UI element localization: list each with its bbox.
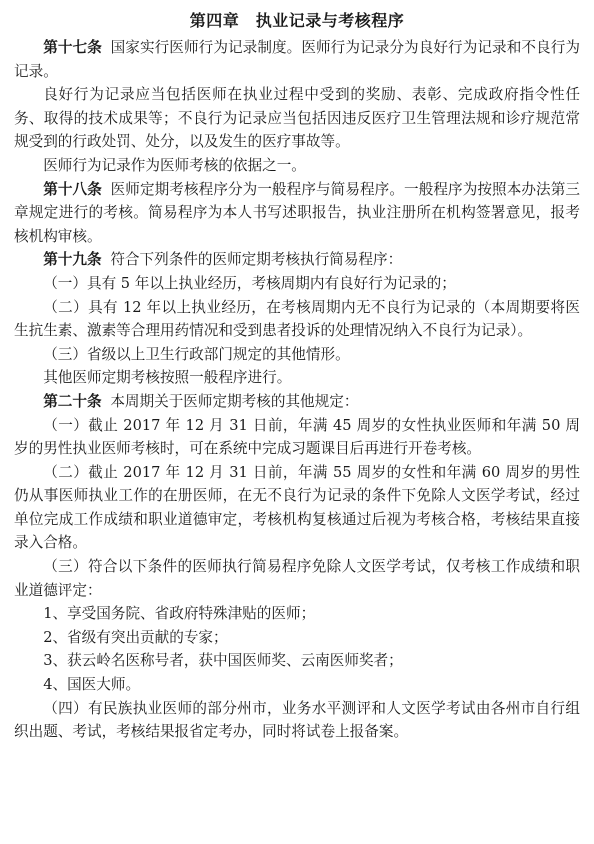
paragraph	[14, 178, 580, 249]
list-item	[14, 602, 580, 626]
article-number: 第十九条	[43, 251, 102, 269]
paragraph	[14, 390, 580, 414]
paragraph	[14, 296, 580, 343]
paragraph-text: 国家实行医师行为记录制度。医师行为记录分为良好行为记录和不良行为记录。	[14, 39, 580, 80]
paragraph	[14, 461, 580, 555]
paragraph-text: （三）符合以下条件的医师执行简易程序免除人文医学考试，仅考核工作成绩和职业道德评定：	[14, 558, 580, 599]
paragraph-text: 2、省级有突出贡献的专家；	[43, 628, 228, 646]
chapter-title: 第四章 执业记录与考核程序	[189, 11, 405, 30]
article-number: 第十七条	[43, 39, 102, 56]
paragraph	[14, 272, 580, 296]
list-item	[14, 673, 580, 697]
paragraph-text: （一）具有 5 年以上执业经历，考核周期内有良好行为记录的；	[43, 274, 456, 292]
article-number: 第十八条	[43, 180, 102, 198]
list-item	[14, 649, 580, 673]
paragraph-text: 3、获云岭名医称号者，获中国医师奖、云南医师奖者；	[43, 652, 403, 670]
paragraph-text: 医师定期考核程序分为一般程序与简易程序。一般程序为按照本办法第三章规定进行的考核。简易程序为本人书写述职报告，执业注册所在机构签署意见，报考核机构审核。	[14, 180, 580, 245]
paragraph-text: 1、享受国务院、省政府特殊津贴的医师；	[43, 605, 316, 623]
paragraph	[14, 555, 580, 602]
paragraph-text: （四）有民族执业医师的部分州市，业务水平测评和人文医学考试由各州市自行组织出题、考试，考核结果报省定考办，同时将试卷上报备案。	[14, 699, 580, 741]
paragraph	[14, 248, 580, 272]
article-number: 第二十条	[43, 392, 102, 410]
paragraph-text: 医师行为记录作为医师考核的依据之一。	[43, 156, 306, 174]
paragraph-text: （一）截止 2017 年 12 月 31 日前，年满 45 周岁的女性执业医师和年满 50 周岁的男性执业医师考核时，可在系统中完成习题课目后再进行开卷考核。	[14, 416, 580, 458]
paragraph	[14, 697, 580, 744]
paragraph-text: 本周期关于医师定期考核的其他规定：	[110, 392, 359, 410]
paragraph	[14, 36, 580, 83]
paragraph-text: 其他医师定期考核按照一般程序进行。	[43, 369, 292, 387]
paragraph	[14, 414, 580, 461]
paragraph	[14, 83, 580, 154]
paragraph-text: （二）截止 2017 年 12 月 31 日前，年满 55 周岁的女性和年满 60 周岁的男性仍从事医师执业工作的在册医师，在无不良行为记录的条件下免除人文医学考试，经过单位完成工作成绩和职业道德审定，考核机构复核通过后视为考核合格，考核结果直接录入合格。	[14, 463, 580, 552]
paragraph	[14, 343, 580, 367]
paragraph	[14, 366, 580, 390]
list-item	[14, 626, 580, 650]
paragraph	[14, 154, 580, 178]
paragraph-text: 4、国医大师。	[43, 676, 141, 694]
paragraph-text: （三）省级以上卫生行政部门规定的其他情形。	[43, 345, 350, 363]
paragraph-text: （二）具有 12 年以上执业经历，在考核周期内无不良行为记录的（本周期要将医生抗生素、激素等合理用药情况和受到患者投诉的处理情况纳入不良行为记录）。	[14, 298, 580, 340]
paragraph-text: 良好行为记录应当包括医师在执业过程中受到的奖励、表彰、完成政府指令性任务、取得的技术成果等；不良行为记录应当包括因违反医疗卫生管理法规和诊疗规范常规受到的行政处罚、处分，以及发生的医疗事故等。	[14, 86, 580, 151]
paragraph-text: 符合下列条件的医师定期考核执行简易程序：	[110, 251, 403, 269]
